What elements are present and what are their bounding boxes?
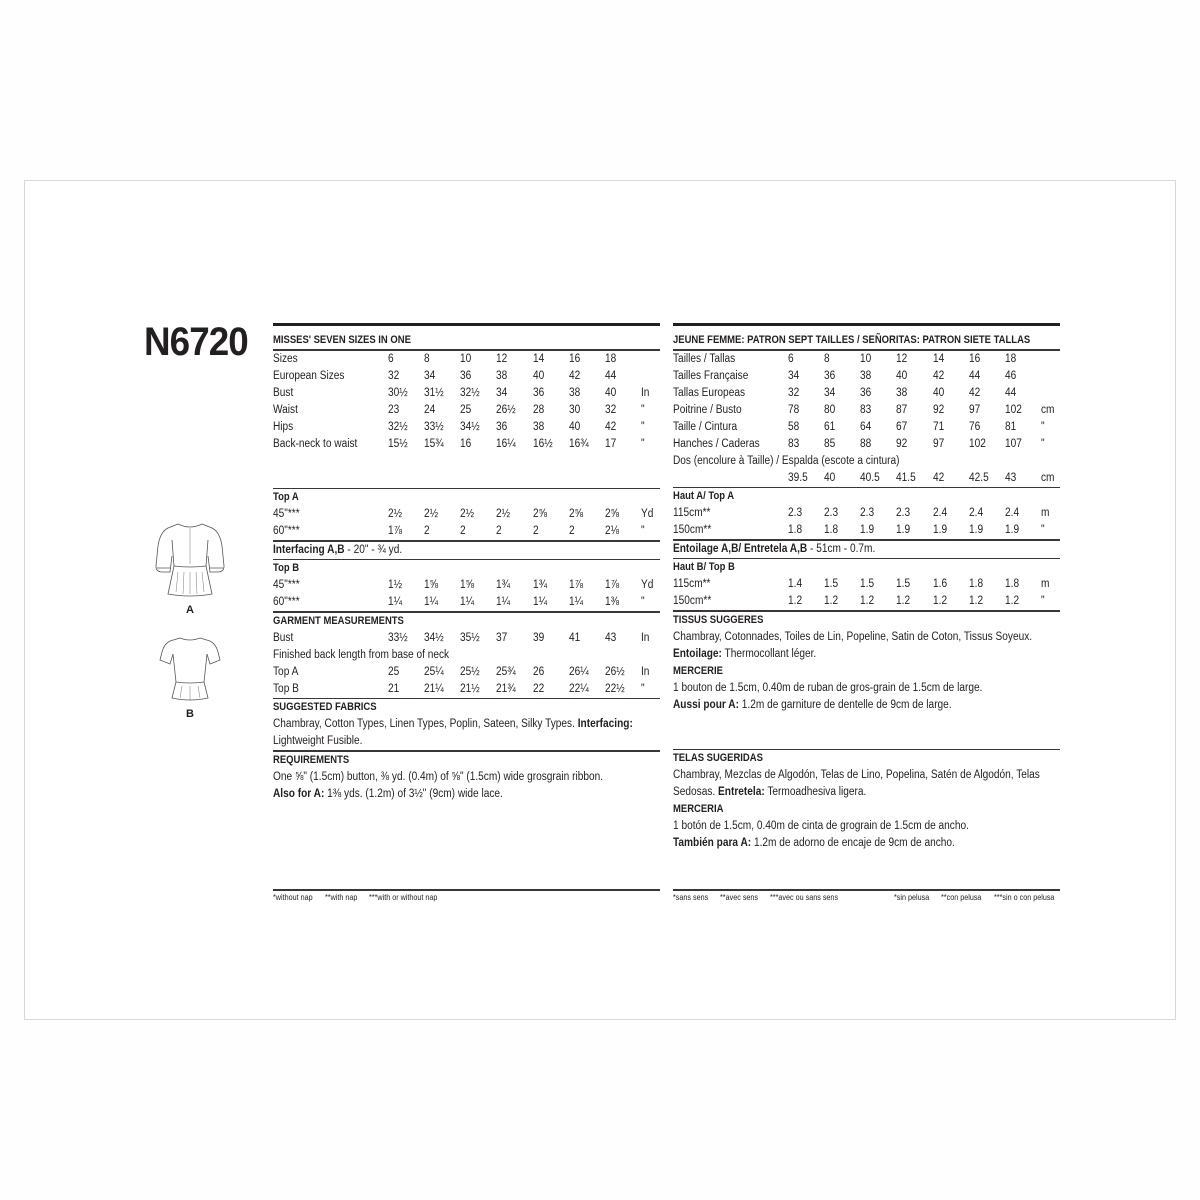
table-row-back-neck-to-waist: Back-neck to waist 15½ 15¾ 16 16¼ 16½ 16¾ 17 " (273, 437, 645, 450)
blouse-peplum-puff-sleeve-icon (148, 518, 232, 598)
table-row-tailles: Tailles / Tallas 6 8 10 12 14 16 18 (673, 352, 1017, 365)
table-row-haut-a-150: 150cm** 1.8 1.8 1.9 1.9 1.9 1.9 1.9 " (673, 524, 1045, 536)
table-row-bust: Bust 30½ 31½ 32½ 34 36 38 40 In (273, 386, 650, 399)
table-row-european-sizes: European Sizes 32 34 36 38 40 42 44 (273, 369, 617, 382)
blouse-peplum-short-sleeve-icon (148, 632, 232, 702)
mercerie-title: MERCERIE (673, 664, 723, 677)
haut-b-title: Haut B/ Top B (673, 561, 735, 573)
table-row-top-a-60: 60"*** 1⅞ 2 2 2 2 2 2⅛ " (273, 525, 645, 537)
french-spanish-title: JEUNE FEMME: PATRON SEPT TAILLES / SEÑORITAS: PATRON SIETE TALLAS (673, 334, 1031, 346)
table-row-top-b-45: 45"*** 1½ 1⅝ 1⅝ 1¾ 1¾ 1⅞ 1⅞ Yd (273, 579, 654, 591)
english-section (273, 323, 660, 803)
telas-sugeridas-title: TELAS SUGERIDAS (673, 752, 763, 764)
table-row-poitrine: Poitrine / Busto 78 80 83 87 92 97 102 cm (673, 403, 1055, 416)
requirements-title: REQUIREMENTS (273, 753, 350, 766)
table-row-hips: Hips 32½ 33½ 34½ 36 38 40 42 " (273, 420, 645, 433)
view-a-label: A (186, 604, 194, 616)
view-b-illustration (148, 632, 232, 721)
table-row-haut-b-150: 150cm** 1.2 1.2 1.2 1.2 1.2 1.2 1.2 " (673, 595, 1045, 607)
body-measurements-table-metric (673, 351, 1060, 487)
back-length-label: Dos (encolure à Taille) / Espalda (escote a cintura) (673, 454, 900, 467)
table-row-waist: Waist 23 24 25 26½ 28 30 32 " (273, 403, 645, 416)
english-title: MISSES' SEVEN SIZES IN ONE (273, 334, 411, 346)
section-rule (673, 323, 1060, 326)
section-rule (273, 323, 660, 326)
tissus-suggeres-text: Chambray, Cotonnades, Toiles de Lin, Popeline, Satin de Coton, Tissus Soyeux. Entoilage: Thermocollant léger. (673, 630, 1033, 660)
view-b-label: B (186, 708, 194, 720)
interfacing-line: Interfacing A,B - 20" - ¾ yd. (273, 543, 403, 556)
top-b-title: Top B (273, 562, 300, 574)
telas-sugeridas-text: Chambray, Mezclas de Algodón, Telas de Lino, Popelina, Satén de Algodón, Telas Sedosas. Entretela: Termoadhesiva ligera. (673, 769, 1040, 798)
garment-measurements-title: GARMENT MEASUREMENTS (273, 614, 404, 627)
table-row-tallas-europeas: Tallas Europeas 32 34 36 38 40 42 44 (673, 386, 1017, 399)
table-row-tailles-francaise: Tailles Française 34 36 38 40 42 44 46 (673, 369, 1017, 382)
suggested-fabrics-title: SUGGESTED FABRICS (273, 701, 377, 713)
requirements-text: One ⅝" (1.5cm) button, ⅜ yd. (0.4m) of ⅝" (1.5cm) wide grosgrain ribbon. Also for A: 1⅜ yds. (1.2m) of 3½" (9cm) wide lace. (273, 770, 604, 800)
view-a-illustration (148, 518, 232, 617)
table-row-hanches: Hanches / Caderas 83 85 88 92 97 102 107 " (673, 437, 1045, 450)
table-row-haut-a-115: 115cm** 2.3 2.3 2.3 2.3 2.4 2.4 2.4 m (673, 507, 1050, 519)
table-row-garment-top-a: Top A 25 25¼ 25½ 25¾ 26 26¼ 26½ In (273, 665, 650, 678)
merceria-text: 1 botón de 1.5cm, 0.40m de cinta de grograin de 1.5cm de ancho. También para A: 1.2m de adorno de encaje de 9cm de ancho. (673, 820, 969, 849)
table-row-top-a-45: 45"*** 2½ 2½ 2½ 2½ 2⅝ 2⅝ 2⅝ Yd (273, 508, 654, 520)
table-row-garment-bust: Bust 33½ 34½ 35½ 37 39 41 43 In (273, 631, 650, 644)
finished-back-length-label: Finished back length from base of neck (273, 648, 450, 661)
body-measurements-table (273, 351, 660, 453)
table-row-haut-b-115: 115cm** 1.4 1.5 1.5 1.5 1.6 1.8 1.8 m (673, 578, 1050, 590)
entoilage-line: Entoilage A,B/ Entretela A,B - 51cm - 0.7m. (673, 542, 876, 555)
haut-a-title: Haut A/ Top A (673, 490, 735, 502)
tissus-suggeres-title: TISSUS SUGGERES (673, 613, 764, 626)
table-row-dos: 39.5 40 40.5 41.5 42 42.5 43 cm (788, 471, 1055, 484)
suggested-fabrics-text: Chambray, Cotton Types, Linen Types, Poplin, Sateen, Silky Types. Interfacing: Lightweight Fusible. (273, 718, 633, 747)
french-spanish-section (673, 323, 1060, 852)
top-a-title: Top A (273, 491, 299, 503)
pattern-number: N6720 (144, 320, 248, 364)
footnote-right: *sans sens **avec sens ***avec ou sans sens *sin pelusa **con pelusa ***sin o con pelusa (673, 889, 1060, 905)
table-row-top-b-60: 60"*** 1¼ 1¼ 1¼ 1¼ 1¼ 1¼ 1⅜ " (273, 596, 645, 608)
table-row-taille: Taille / Cintura 58 61 64 67 71 76 81 " (673, 420, 1045, 433)
footnote-left: *without nap **with nap ***with or without nap (273, 889, 660, 905)
mercerie-text: 1 bouton de 1.5cm, 0.40m de ruban de gros-grain de 1.5cm de large. Aussi pour A: 1.2m de garniture de dentelle de 9cm de large. (673, 681, 983, 711)
table-row-garment-top-b: Top B 21 21¼ 21½ 21¾ 22 22¼ 22½ " (273, 682, 645, 695)
merceria-title: MERCERIA (673, 803, 724, 815)
table-row-sizes: Sizes 6 8 10 12 14 16 18 (273, 352, 617, 365)
